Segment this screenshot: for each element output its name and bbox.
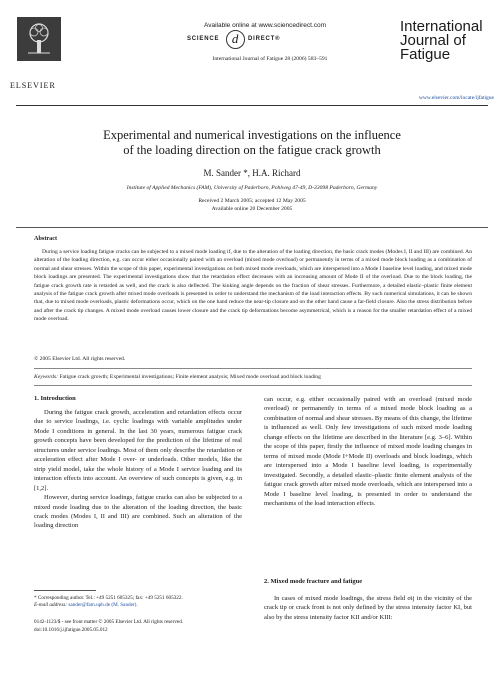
section-2-paragraph-1: In cases of mixed mode loadings, the stress field σij in the vicinity of the crack tip or crack front is not only defined by the stress intensity factor KI, but also by the stress intensity factor KII and/or KIII:: [264, 595, 472, 621]
keywords-label: Keywords:: [34, 374, 59, 380]
header-rule: [16, 105, 488, 106]
title-rule: [16, 227, 488, 228]
email-label: E-mail address:: [34, 602, 68, 608]
available-date: Available online 20 December 2005: [211, 206, 293, 212]
abstract-copyright: © 2005 Elsevier Ltd. All rights reserved.: [34, 356, 126, 362]
journal-url-link[interactable]: www.elsevier.com/locate/ijfatigue: [418, 95, 494, 101]
section-1-heading: 1. Introduction: [34, 395, 76, 402]
issn-line: 0142-1123/$ - see front matter © 2005 Elsevier Ltd. All rights reserved.: [34, 619, 184, 625]
title-line-1: Experimental and numerical investigations on the influence: [103, 128, 401, 142]
email-link[interactable]: sander@fam.upb.de (M. Sander).: [68, 602, 138, 608]
intro-continued-paragraph: can occur, e.g. either occasionally paired with an overload (mixed mode overload) or permanently in terms of a mixed mode block loading as a combination of normal and shear stresses. By means of this change, the lifetime is influenced as well. Only few investigations of such mixed mode loading change effects on the lifetime are described in the literature [e.g. 3–6]. Within the scope of this paper, firstly the influence of mixed mode loading changes in terms of mixed mode (Mode I+Mode II) overloads and block loadings, which are interspersed into a Mode I baseline level loading, is experimentally investigated. Secondly, a detailed elastic–plastic finite element analysis of the fatigue crack growth after mixed mode overloads, which are interspersed into a Mode I baseline level loading, is presented in order to understand the mechanisms of the load interaction effects.: [264, 396, 472, 507]
sd-logo-symbol: d: [226, 30, 245, 49]
article-title: [40, 128, 464, 158]
affiliation: Institute of Applied Mechanics (FAM), University of Paderborn, Pohlweg 47-49, D-33098 Paderborn, Germany: [126, 185, 378, 191]
intro-paragraph-2: However, during service loadings, fatigue cracks can also be subjected to a mixed mode loading due to the alteration of the loading direction, the basic crack modes (Modes I, II and III) are combined. Such an alteration of the loading direction: [34, 494, 242, 530]
keywords-top-rule: [34, 368, 472, 369]
received-date: Received 2 March 2005; accepted 12 May 2005: [198, 198, 306, 204]
footnote: [34, 595, 244, 609]
journal-logo-line-2: Journal of: [400, 32, 466, 49]
corresponding-author-note: * Corresponding author. Tel.: +49 5251 605325; fax: +49 5251 605322.: [34, 595, 183, 601]
elsevier-tree-icon: [17, 17, 61, 61]
journal-reference: International Journal of Fatigue 28 (2006) 583–591: [212, 56, 328, 62]
available-online-line: Available online at www.sciencedirect.com: [204, 22, 326, 29]
abstract-heading: Abstract: [34, 235, 58, 242]
email-line: [34, 602, 244, 609]
footnote-rule: [34, 590, 96, 591]
left-column: [34, 408, 242, 531]
authors: M. Sander *, H.A. Richard: [203, 168, 301, 178]
keywords: [34, 374, 472, 380]
sd-logo-left: SCIENCE: [187, 36, 220, 42]
abstract-text: During a service loading fatigue cracks can be subjected to a mixed mode loading if, due to the alteration of the loading direction, the basic crack modes (Modes I, II and III) are combined. An alteration of the loading direction, e.g. can occur either occasionally paired with an overload (mixed mode overload) or permanently in terms of a mixed mode block loading as a combination of normal and shear stresses. Within the scope of this paper, experimental investigations on both mixed mode overloads, which are interspersed into a Mode I baseline level loading, and mixed mode block loadings are presented. The experimental investigations show that the retardation effect decreases with an increasing amount of Mode II of the overload. Due to the block loading, the fatigue crack growth rate is retarded as well, and the crack is also deflected. The kinking angle depends on the fraction of shear stresses. Furthermore, a detailed elastic–plastic finite element analysis of the fatigue crack growth after mixed mode overloads is presented in order to understand the mechanism of the load interaction effects. By such numerical simulations, it can be shown that, due to mixed mode overloads, plastic deformations occur, which on the one hand reduce the near-tip closure and on the other hand cause a far-field closure. Also the stress distribution before and after the crack tip changes. A mixed mode overload causes lower closure and the crack tip deformations become asymmetrical, which is a reason for the smaller retardation effect of a mixed mode overload.: [34, 249, 472, 323]
article-dates: [40, 197, 464, 213]
keywords-list: Fatigue crack growth; Experimental investigations; Finite element analysis; Mixed mode overload and block loading: [59, 374, 321, 380]
keywords-bottom-rule: [34, 385, 472, 386]
journal-logo-line-1: International: [400, 18, 483, 35]
section-2-heading: 2. Mixed mode fracture and fatigue: [264, 578, 363, 585]
publisher-name: ELSEVIER: [10, 81, 56, 90]
sd-logo-right: DIRECT®: [248, 36, 281, 42]
journal-logo-line-3: Fatigue: [400, 46, 451, 63]
issn-block: [34, 619, 244, 634]
intro-paragraph-1: During the fatigue crack growth, acceleration and retardation effects occur due to service loadings, i.e. cyclic loadings with variable amplitudes under Mode I conditions in general. In the last 30 years, numerous fatigue crack growth concepts have been developed for the prediction of the lifetime of real structures under service loadings. Most of them only describe the retardation or acceleration effect after Mode I over- or underloads. Other models, like the strip yield model, take the whole history of a Mode I service loading and its interaction effects into account. An overview of such concepts is given, e.g. in [1,2].: [34, 409, 242, 492]
sciencedirect-logo: [187, 30, 327, 48]
section-2-body: [264, 594, 472, 622]
journal-logo: [400, 20, 482, 88]
doi-line: doi:10.1016/j.ijfatigue.2005.05.012: [34, 626, 108, 633]
right-column: [264, 395, 472, 508]
title-line-2: of the loading direction on the fatigue crack growth: [123, 143, 381, 157]
